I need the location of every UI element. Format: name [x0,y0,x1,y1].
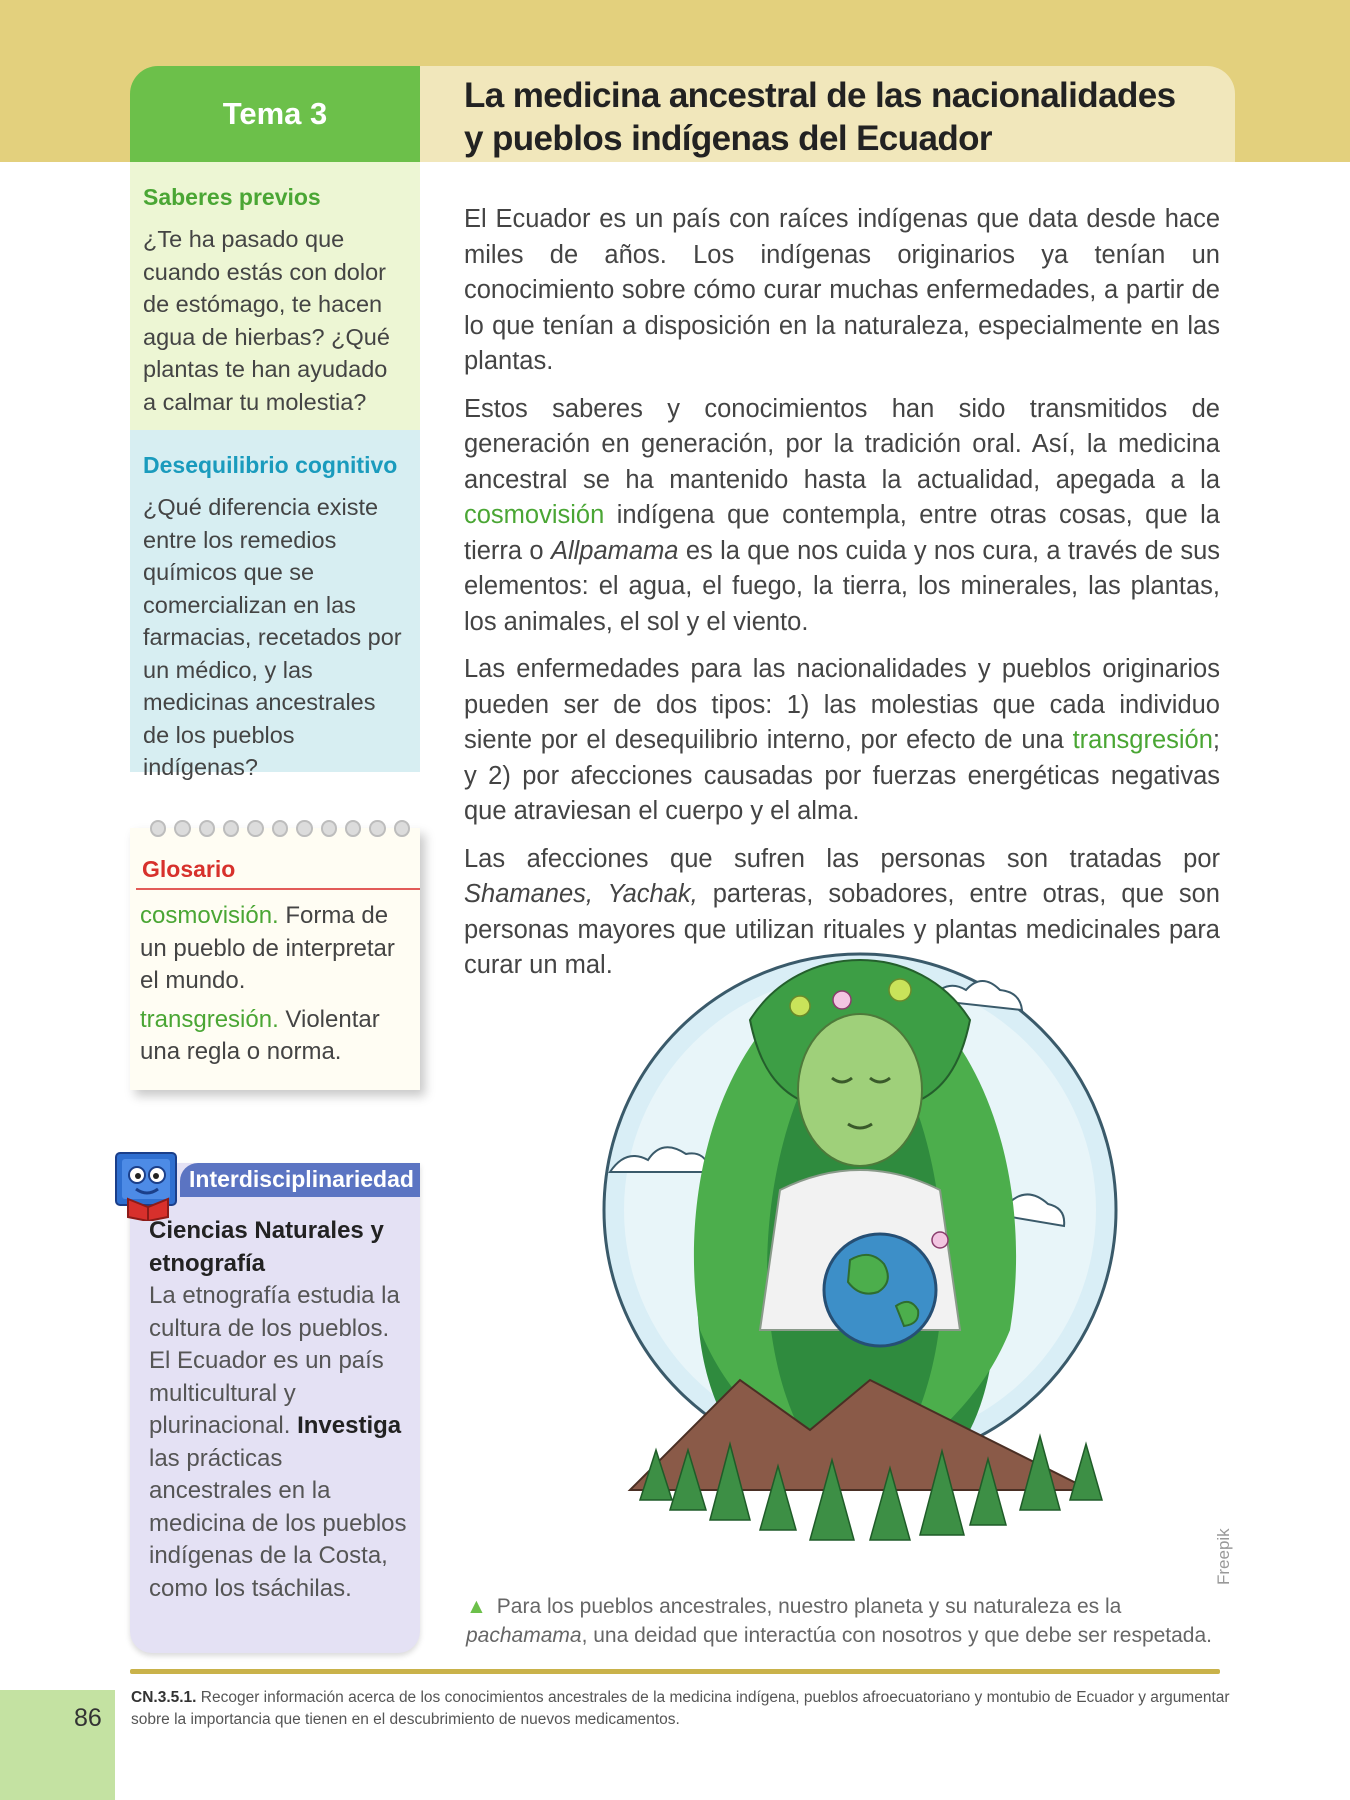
caption-triangle-icon: ▲ [466,1595,487,1618]
glossary-divider [136,888,420,890]
text-span: Las enfermedades para las nacionalidades y pueblos originarios pueden ser de dos tipos: 1) las molestias que cada individuo siente por el desequilibrio interno, por efecto de una [464,655,1220,754]
term-transgresion: transgresión [1072,726,1213,754]
glossary-term: transgresión. [140,1005,279,1033]
topic-badge: Tema 3 [130,66,420,162]
glossary-title: Glosario [142,856,236,882]
footer-divider [130,1669,1220,1674]
interdisciplinary-body [149,1215,410,1605]
italic-shamanes: Shamanes, Yachak, [464,880,698,908]
title-line-1: La medicina ancestral de las nacionalidades [464,76,1176,115]
saberes-previos-box [130,162,420,430]
paragraph-2 [464,392,1220,641]
notepad-rings [150,820,410,836]
interdisciplinary-title: Ciencias Naturales y etnografía [149,1217,384,1277]
interdisciplinary-box [130,1163,420,1653]
paragraph-1: El Ecuador es un país con raíces indígenas que data desde hace miles de años. Los indígenas originarios ya tenían un conocimiento sobre cómo curar muchas enfermedades, a partir de lo que tenían a disposición en la naturaleza, especialmente en las plantas. [464,205,1220,375]
desequilibrio-heading: Desequilibrio cognitivo [143,452,398,478]
term-cosmovision: cosmovisión [464,501,605,529]
saberes-text: ¿Te ha pasado que cuando estás con dolor de estómago, te hacen agua de hierbas? ¿Qué plantas te han ayudado a calmar tu molestia? [143,226,390,415]
interdisciplinary-text: La etnografía estudia la cultura de los pueblos. El Ecuador es un país multicultural y plurinacional. [149,1282,400,1439]
caption-text: , una deidad que interactúa con nosotros y que debe ser respetada. [581,1624,1213,1647]
glossary-definition: Violentar una regla o norma. [140,1005,380,1065]
caption-text: Para los pueblos ancestrales, nuestro planeta y su naturaleza es la [496,1595,1122,1618]
interdisciplinary-bold: Investiga [297,1412,402,1439]
desequilibrio-box [130,430,420,780]
page-title [420,66,1235,162]
text-span: es la que nos cuida y nos cura, a través de sus elementos: el agua, el fuego, la tierra, los minerales, las plantas, los animales, el sol y el viento. [464,536,1221,636]
book-character-icon [110,1149,188,1221]
text-span: Estos saberes y conocimientos han sido transmitidos de generación en generación, por la tradición oral. Así, la medicina ancestral se ha mantenido hasta la actualidad, apegada a la [464,394,1220,494]
image-caption [466,1592,1226,1650]
glossary-note [130,828,420,1090]
title-line-2: y pueblos indígenas del Ecuador [464,119,992,158]
standard-code: CN.3.5.1. [131,1689,197,1706]
italic-allpamama: Allpamama [550,536,679,565]
page-number: 86 [74,1704,102,1732]
caption-italic: pachamama [466,1624,582,1647]
interdisciplinary-label [180,1163,420,1197]
sidebar-prompts [130,162,420,780]
standard-text: Recoger información acerca de los conocimientos ancestrales de la medicina indígena, pueblos afroecuatoriano y montubio de Ecuador y argumentar sobre la importancia que tienen en el descubrimiento de nuevos medicamentos. [131,1689,1230,1728]
interdisciplinary-text-2: las prácticas ancestrales en la medicina de los pueblos indígenas de la Costa, como los tsáchilas. [149,1444,407,1602]
text-span: parteras, sobadores, entre otras, que son personas mayores que utilizan rituales y plantas medicinales para curar un mal. [464,880,1220,979]
main-text [464,202,1220,996]
text-span: ; y 2) por afecciones causadas por fuerzas energéticas negativas que atraviesan el cuerpo y el alma. [464,726,1220,825]
saberes-heading: Saberes previos [143,184,321,210]
text-span: Las afecciones que sufren las personas son tratadas por [464,844,1220,873]
desequilibrio-text: ¿Qué diferencia existe entre los remedios químicos que se comercializan en las farmacias, recetados por un médico, y las medicinas ancestrales de los pueblos indígenas? [143,494,402,780]
interdisciplinary-label-text: Interdisciplinariedad [189,1166,414,1192]
glossary-entry [140,900,412,998]
pachamama-illustration [550,910,1190,1590]
glossary-entry [140,1004,412,1069]
glossary-entries [140,900,412,1075]
paragraph-3 [464,652,1220,830]
glossary-definition: Forma de un pueblo de interpretar el mundo. [140,902,395,994]
curriculum-standard [131,1687,1231,1731]
glossary-term: cosmovisión. [140,902,279,929]
text-span: indígena que contempla, entre otras cosas, que la tierra o [464,501,1220,565]
image-credit: Freepik [1214,1528,1233,1585]
